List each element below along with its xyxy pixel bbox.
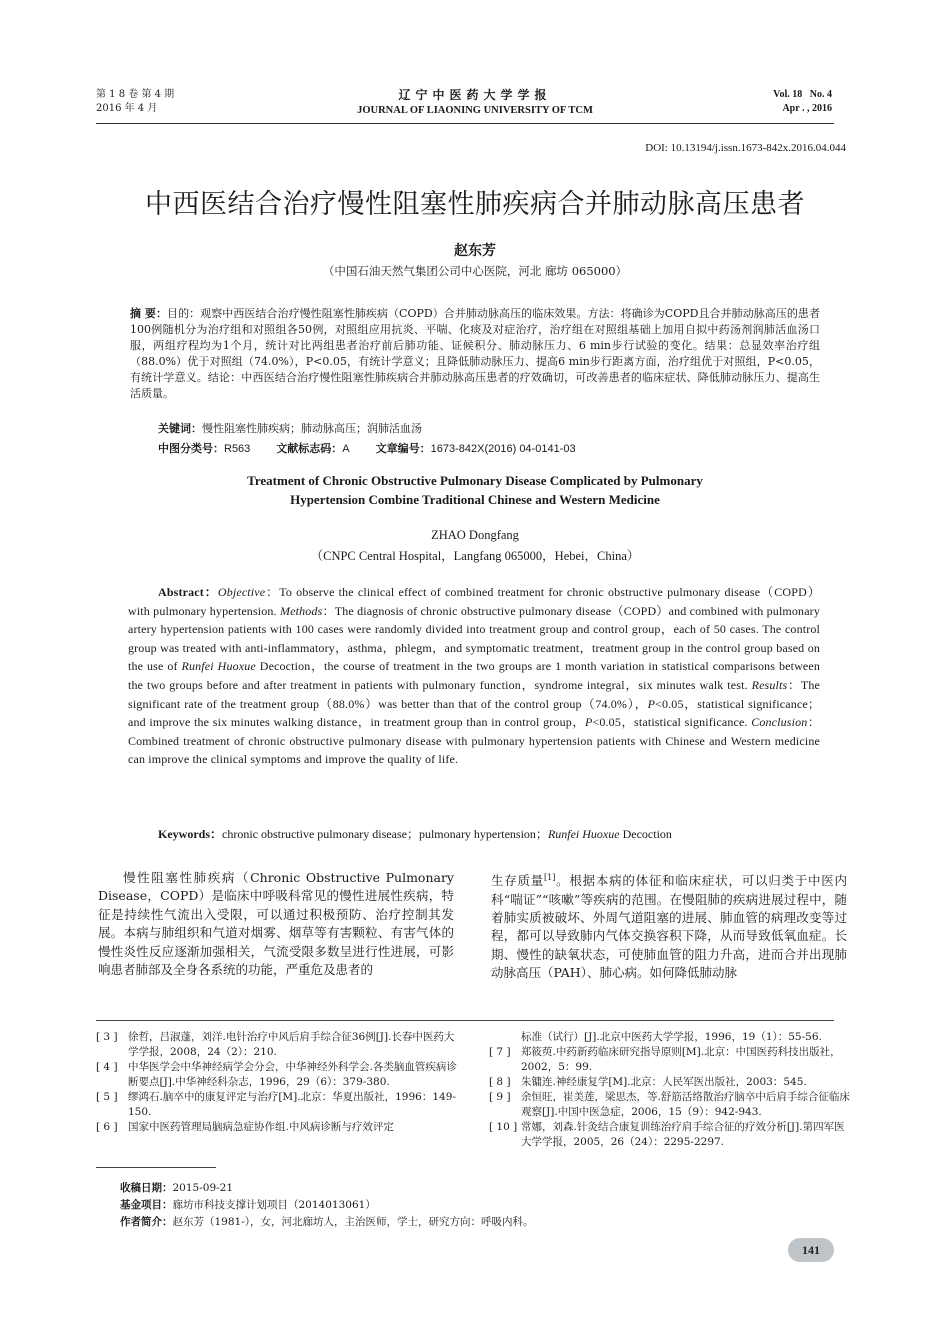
body-left-column bbox=[98, 869, 454, 979]
reference-item bbox=[96, 1060, 460, 1090]
body-right-column bbox=[491, 869, 847, 983]
reference-item bbox=[96, 1030, 460, 1060]
reference-number: [ 8 ] bbox=[489, 1076, 511, 1088]
body-right-text-1: 生存质量 bbox=[491, 873, 545, 889]
issue-volume: 第 1 8 卷 第 4 期 bbox=[96, 89, 175, 100]
reference-text: 常娜，刘森.针灸结合康复训练治疗肩手综合征的疗效分析[J].第四军医大学学报，2005，26（24）：2295-2297. bbox=[521, 1121, 845, 1148]
reference-item bbox=[489, 1030, 853, 1045]
volume-date: Apr . , 2016 bbox=[782, 103, 832, 114]
reference-number: [ 9 ] bbox=[489, 1091, 511, 1103]
reference-number: [ 7 ] bbox=[489, 1046, 511, 1058]
body-left-paragraph: 慢性阻塞性肺疾病（Chronic Obstructive Pulmonary Disease，COPD）是临床中呼吸科常见的慢性进展性疾病，特征是持续性气流出入受限，可以通过积极预防、治疗控制其发展。本病与肺组织和气道对烟雾、烟草等有害颗粒、有害气体的慢性炎性反应逐渐加强相关，气流受限多数呈进行性进展，可影响患者肺部及全身各系统的功能，严重危及患者的 bbox=[98, 870, 454, 978]
reference-number bbox=[489, 1030, 521, 1045]
reference-item bbox=[489, 1120, 853, 1150]
journal-name-en: JOURNAL OF LIAONING UNIVERSITY OF TCM bbox=[357, 105, 593, 116]
article-no-label: 文章编号： bbox=[375, 443, 431, 455]
p-value-symbol-2: P bbox=[584, 715, 593, 730]
reference-item bbox=[489, 1090, 853, 1120]
header-divider bbox=[96, 123, 834, 124]
reference-text: 国家中医药管理局脑病急症协作组.中风病诊断与疗效评定 bbox=[128, 1121, 394, 1133]
keywords-en-tail: Decoction bbox=[619, 827, 672, 841]
reference-number: [ 3 ] bbox=[96, 1031, 118, 1043]
conclusion-label: Conclusion bbox=[751, 715, 808, 730]
footnote-divider bbox=[96, 1167, 216, 1168]
results-text-1: ：The significant rate of the treatment group（88.0%）was better than that of the control group（74.0%）， bbox=[128, 677, 820, 711]
reference-item bbox=[489, 1075, 853, 1090]
volume-info bbox=[773, 88, 832, 116]
abstract-en bbox=[128, 583, 820, 769]
methods-herb: Runfei Huoxue bbox=[181, 659, 256, 674]
received-label: 收稿日期： bbox=[120, 1182, 173, 1194]
reference-text: 余恒旺，崔美莲，梁思杰，等.舒筋活络散治疗脑卒中后肩手综合征临床观察[J].中国中医急症，2006，15（9）：942-943. bbox=[521, 1091, 850, 1118]
reference-item bbox=[489, 1045, 853, 1075]
bio-label: 作者简介： bbox=[120, 1216, 173, 1228]
abstract-en-label: Abstract： bbox=[158, 585, 218, 599]
doc-code-label: 文献标志码： bbox=[276, 443, 343, 455]
fund-value: 廊坊市科技支撑计划项目（2014013061） bbox=[172, 1199, 376, 1211]
p-value-symbol: P bbox=[647, 696, 656, 711]
results-text-3: <0.05，statistical significance. bbox=[592, 715, 752, 730]
keywords-cn bbox=[158, 420, 422, 436]
reference-item bbox=[96, 1120, 460, 1135]
methods-text-2: Decoction，the course of treatment in the two groups are 1 month variation in statistical comparisons between the two groups before and after treatment in patients with pulmonary function，syndrome integral，six minutes walk test. bbox=[128, 659, 820, 692]
journal-name-cn: 辽宁中医药大学学报 bbox=[398, 88, 552, 102]
reference-number: [ 5 ] bbox=[96, 1091, 118, 1103]
references-divider bbox=[96, 1020, 834, 1021]
article-title-cn: 中西医结合治疗慢性阻塞性肺疾病合并肺动脉高压患者 bbox=[145, 189, 805, 220]
reference-item bbox=[96, 1090, 460, 1120]
author-cn: 赵东芳 bbox=[454, 243, 496, 259]
volume-label: Vol. 18 bbox=[773, 89, 803, 100]
keywords-en-herb: Runfei Huoxue bbox=[547, 827, 620, 841]
clc-label: 中图分类号： bbox=[158, 443, 224, 455]
bio-value: 赵东芳（1981-），女，河北廊坊人，主治医师，学士，研究方向：呼吸内科。 bbox=[172, 1216, 534, 1228]
number-label: No. 4 bbox=[809, 89, 832, 100]
doc-code-value: A bbox=[342, 443, 350, 455]
abstract-cn-label: 摘 要： bbox=[130, 307, 168, 320]
reference-number: [ 10 ] bbox=[489, 1121, 518, 1133]
references-right bbox=[489, 1030, 853, 1150]
fund-label: 基金项目： bbox=[120, 1199, 173, 1211]
methods-text-1: ：The diagnosis of chronic obstructive pulmonary disease（COPD）and combined with pulmonary artery hypertension patients with 100 cases were randomly divided into treatment group and control group，each of 50 cases. The control group was treated with anti-inflammatory，asthma，phlegm，and symptomatic treatment，treatment group in the control group based on the use of bbox=[128, 603, 820, 674]
citation-1[interactable]: [1] bbox=[544, 873, 556, 882]
abstract-cn-text: 目的：观察中西医结合治疗慢性阻塞性肺疾病（COPD）合并肺动脉高压的临床效果。方法：将确诊为COPD且合并肺动脉高压的患者100例随机分为治疗组和对照组各50例，对照组应用抗炎、平喘、化痰及对症治疗，治疗组在对照组基础上加用自拟中药汤剂润肺活血汤口服，两组疗程均为1个月，统计对比两组患者治疗前后肺功能、证候积分、肺动脉压力、6 min步行试验的变化。结果：总显效率治疗组（88.0%）优于对照组（74.0%），P<0.05，有统计学意义；且降低肺动脉压力、提高6 min步行距离方面，治疗组优于对照组，P<0.05，有统计学意义。结论：中西医结合治疗慢性阻塞性肺疾病合并肺动脉高压患者的疗效确切，可改善患者的临床症状、降低肺动脉压力、提高生活质量。 bbox=[130, 307, 820, 400]
objective-text: ：To observe the clinical effect of combined treatment for chronic obstructive pulmonary disease（COPD）with pulmonary hypertension. bbox=[128, 585, 820, 618]
affiliation-en: （CNPC Central Hospital，Langfang 065000，Hebei，China） bbox=[310, 549, 640, 563]
page-number-badge: 141 bbox=[788, 1238, 834, 1262]
keywords-en bbox=[158, 825, 672, 842]
results-text-2: <0.05，statistical significance；and improve the six minutes walking distance，in treatment group than in control group， bbox=[128, 696, 820, 730]
reference-text: 中华医学会中华神经病学会分会，中华神经外科学会.各类脑血管疾病诊断要点[J].中华神经科杂志，1996，29（6）：379-380. bbox=[128, 1061, 457, 1088]
abstract-cn bbox=[130, 306, 820, 402]
received-value: 2015-09-21 bbox=[172, 1182, 234, 1194]
conclusion-text: ：Combined treatment of chronic obstructive pulmonary disease with pulmonary hypertension patients with Chinese and Western medicine can improve the clinical symptoms and improve the quality of life. bbox=[128, 715, 820, 767]
keywords-en-text: chronic obstructive pulmonary disease；pulmonary hypertension； bbox=[222, 827, 548, 841]
footnote bbox=[120, 1180, 534, 1231]
keywords-en-label: Keywords： bbox=[158, 827, 222, 841]
issue-date: 2016 年 4 月 bbox=[96, 103, 158, 114]
article-title-en bbox=[170, 471, 780, 509]
reference-number: [ 6 ] bbox=[96, 1121, 118, 1133]
article-title-en-line2: Hypertension Combine Traditional Chinese and Western Medicine bbox=[290, 492, 660, 507]
keywords-cn-label: 关键词： bbox=[158, 422, 202, 435]
doi[interactable]: DOI: 10.13194/j.issn.1673-842x.2016.04.044 bbox=[645, 142, 846, 154]
keywords-cn-text: 慢性阻塞性肺疾病；肺动脉高压；润肺活血汤 bbox=[202, 422, 422, 435]
author-en: ZHAO Dongfang bbox=[431, 528, 519, 542]
article-no-value: 1673-842X(2016) 04-0141-03 bbox=[430, 443, 576, 455]
reference-text: 徐哲，吕淑蓬，刘洋.电针治疗中风后肩手综合征36例[J].长春中医药大学学报，2008，24（2）：210. bbox=[128, 1031, 455, 1058]
article-title-en-line1: Treatment of Chronic Obstructive Pulmonary Disease Complicated by Pulmonary bbox=[247, 473, 703, 488]
affiliation-cn: （中国石油天然气集团公司中心医院，河北 廊坊 065000） bbox=[322, 264, 628, 278]
reference-text: 标准（试行）[J].北京中医药大学学报，1996，19（1）：55-56. bbox=[521, 1031, 822, 1043]
objective-label: Objective bbox=[217, 585, 266, 599]
body-right-text-2: 。根据本病的体征和临床症状，可以归类于中医内科“喘证”“咳嗽”等疾病的范围。在慢阻肺的疾病进展过程中，随着肺实质被破坏、外周气道阻塞的进展、肺血管的病理改变等过程，都可以导致肺内气体交换容积下降，从而导致低氧血症。长期、慢性的缺氧状态，可使肺血管的阻力升高，进而合并出现肺动脉高压（PAH）、肺心病。如何降低肺动脉 bbox=[491, 873, 847, 981]
classification-info bbox=[158, 440, 576, 456]
reference-text: 郑筱萸.中药新药临床研究指导原则[M].北京：中国医药科技出版社，2002，5：99. bbox=[521, 1046, 841, 1073]
methods-label: Methods bbox=[279, 603, 323, 618]
reference-text: 缪鸿石.脑卒中的康复评定与治疗[M].北京：华夏出版社，1996：149-150. bbox=[128, 1091, 456, 1118]
clc-value: R563 bbox=[224, 443, 251, 455]
reference-text: 朱镛连.神经康复学[M].北京：人民军医出版社，2003：545. bbox=[521, 1076, 807, 1088]
results-label: Results bbox=[751, 677, 788, 692]
references-left bbox=[96, 1030, 460, 1135]
reference-number: [ 4 ] bbox=[96, 1061, 118, 1073]
